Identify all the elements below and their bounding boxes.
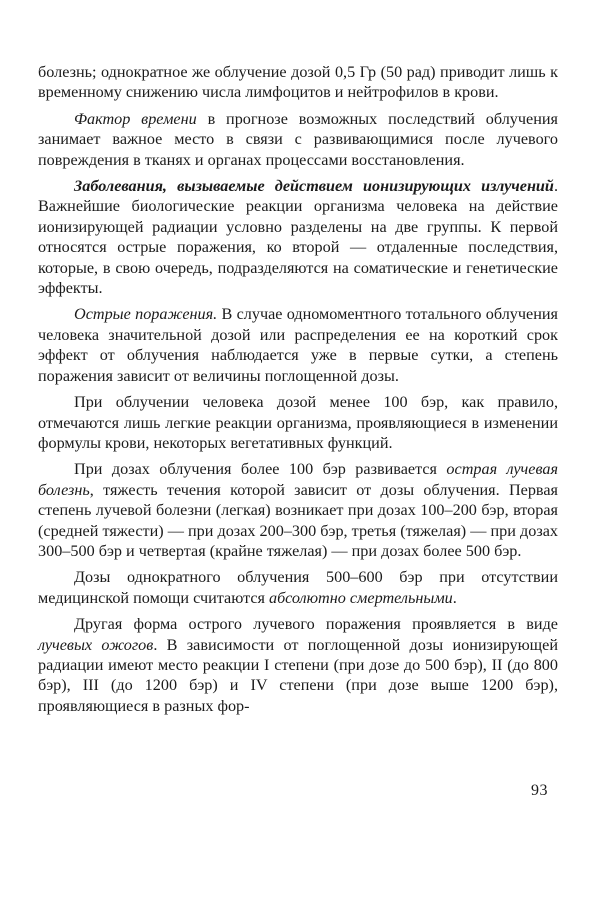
text-run: , тяжесть течения которой зависит от дозы облучения. Первая степень лучевой болезни (легкая) возникает при дозах 100–200 бэр, вторая (средней тяжести) — при дозах 200–300 бэр, третья (тяжелая) — при дозах 300–500 бэр и четвертая (крайне тяжелая) — при дозах более 500 бэр. [38,480,558,560]
text-run: в прогнозе возможных последствий облучения занимает важное место в связи с развивающимися после лучевого повреждения в тканях и органах процессами восстановления. [38,109,558,169]
paragraph [38,176,558,298]
paragraph [38,459,558,561]
italic-term: Острые поражения. [74,305,218,324]
paragraph [38,614,558,716]
paragraph [38,392,558,453]
italic-term: острая лучевая болезнь [38,460,558,499]
text-run: При облучении человека дозой менее 100 бэр, как правило, отмечаются лишь легкие реакции организма, проявляющиеся в изменении формулы крови, некоторых вегетативных функций. [38,393,558,452]
text-run: . Важнейшие биологические реакции организма человека на действие ионизирующей радиации условно разделены на две группы. К первой относятся острые поражения, ко второй — отдаленные последствия, которые, в свою очередь, подразделяются на соматические и генетические эффекты. [38,177,558,298]
text-run: . В зависимости от поглощенной дозы ионизирующей радиации имеют место реакции I степени (при дозе до 500 бэр), II (до 800 бэр), III (до 1200 бэр) и IV степени (при дозе выше 1200 бэр), проявляющиеся в разных фор- [38,635,558,715]
italic-term: абсолютно смертельными [269,588,453,607]
paragraph [38,567,558,608]
paragraph [38,62,558,103]
text-run: При дозах облучения более 100 бэр развивается [74,460,447,479]
text-run: Другая форма острого лучевого поражения проявляется в виде [74,615,558,634]
text-run: Дозы однократного облучения 500–600 бэр при отсутствии медицинской помощи считаются [38,568,558,607]
text-run: болезнь; однократное же облучение дозой 0,5 Гр (50 рад) приводит лишь к временному снижению числа лимфоцитов и нейтрофилов в крови. [38,63,558,102]
paragraph [38,109,558,170]
section-heading: Заболевания, вызываемые действием ионизирующих излучений [74,177,554,196]
text-run: В случае одномоментного тотального облучения человека значительной дозой или распределения ее на короткий срок эффект от облучения наблюдается уже в первые сутки, а степень поражения зависит от величины поглощенной дозы. [38,305,558,385]
page-number: 93 [531,782,548,799]
italic-term: Фактор времени [74,109,197,128]
page-body [38,62,558,722]
italic-term: лучевых ожогов [38,635,154,654]
text-run: . [452,588,457,607]
paragraph [38,304,558,386]
